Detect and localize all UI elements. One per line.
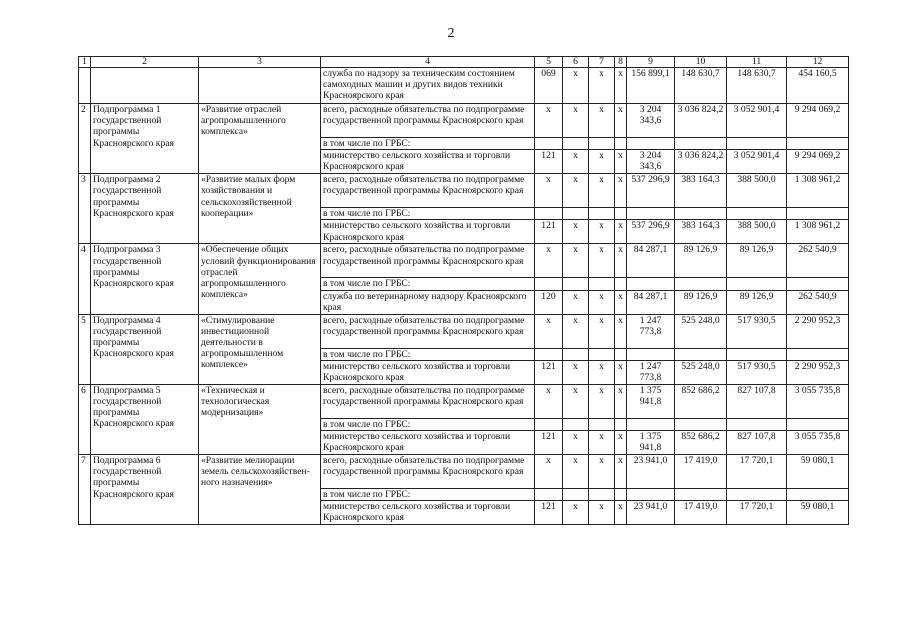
empty-cell — [627, 418, 675, 430]
empty-cell — [615, 348, 627, 360]
row-number-cell: 6 — [79, 384, 91, 454]
empty-cell — [727, 138, 787, 150]
column-header-5: 5 — [535, 57, 563, 68]
value-cell: 9 294 069,2 — [787, 150, 849, 174]
program-cell — [91, 68, 199, 104]
cell: х — [563, 290, 589, 314]
value-cell: 262 540,9 — [787, 244, 849, 278]
empty-cell — [627, 348, 675, 360]
value-cell: 59 080,1 — [787, 501, 849, 525]
value-cell: 1 247 773,8 — [627, 314, 675, 348]
value-cell: 525 248,0 — [675, 314, 727, 348]
program-cell: Подпрограмма 3 государственной программы Красноярского края — [91, 244, 199, 314]
cell: 121 — [535, 431, 563, 455]
empty-cell — [535, 348, 563, 360]
column-header-1: 1 — [79, 57, 91, 68]
empty-cell — [535, 418, 563, 430]
cell: х — [563, 220, 589, 244]
empty-cell — [589, 208, 615, 220]
value-cell: 23 941,0 — [627, 501, 675, 525]
cell: х — [615, 314, 627, 348]
empty-cell — [535, 278, 563, 290]
subprogram-total-row — [79, 104, 849, 138]
value-cell: 3 052 901,4 — [727, 104, 787, 138]
name-cell: «Стимулирование инвестиционной деятельности в агропромышленном комплексе» — [199, 314, 321, 384]
value-cell: 3 036 824,2 — [675, 104, 727, 138]
cell: х — [615, 360, 627, 384]
cell: х — [589, 384, 615, 418]
column-number-row — [79, 57, 849, 68]
name-cell: «Развитие отраслей агропромышленного комплекса» — [199, 104, 321, 174]
cell: 120 — [535, 290, 563, 314]
value-cell: 1 375 941,8 — [627, 431, 675, 455]
value-cell: 17 720,1 — [727, 455, 787, 489]
grbs-label: в том числе по ГРБС: — [321, 418, 535, 430]
grbs-label: в том числе по ГРБС: — [321, 278, 535, 290]
value-cell: 1 247 773,8 — [627, 360, 675, 384]
empty-cell — [615, 418, 627, 430]
total-label: всего, расходные обязательства по подпрограмме государственной программы Красноярского края — [321, 384, 535, 418]
agency-label: служба по надзору за техническим состоянием самоходных машин и других видов техники Красноярского края — [321, 68, 535, 104]
empty-cell — [563, 348, 589, 360]
name-cell: «Развитие малых форм хозяйствования и сельскохозяйственной кооперации» — [199, 174, 321, 244]
cell: х — [615, 68, 627, 104]
value-cell: 23 941,0 — [627, 455, 675, 489]
value-cell: 2 290 952,3 — [787, 360, 849, 384]
empty-cell — [563, 208, 589, 220]
page-number: 2 — [447, 26, 455, 41]
empty-cell — [615, 138, 627, 150]
value-2019: 156 899,1 — [627, 68, 675, 104]
empty-cell — [535, 138, 563, 150]
empty-cell — [675, 489, 727, 501]
row-number-cell: 2 — [79, 104, 91, 174]
value-cell: 3 204 343,6 — [627, 150, 675, 174]
value-cell: 383 164,3 — [675, 174, 727, 208]
cell: х — [535, 384, 563, 418]
empty-cell — [727, 278, 787, 290]
value-cell: 17 720,1 — [727, 501, 787, 525]
cell: х — [615, 220, 627, 244]
total-label: всего, расходные обязательства по подпрограмме государственной программы Красноярского края — [321, 455, 535, 489]
name-cell: «Развитие мелиорации земель сельскохозяйствен-ного назначения» — [199, 455, 321, 525]
empty-cell — [627, 489, 675, 501]
empty-cell — [535, 489, 563, 501]
agency-label: служба по ветеринарному надзору Красноярского края — [321, 290, 535, 314]
value-cell: 3 055 735,8 — [787, 431, 849, 455]
cell: х — [563, 501, 589, 525]
value-2020: 148 630,7 — [675, 68, 727, 104]
empty-cell — [589, 348, 615, 360]
empty-cell — [589, 278, 615, 290]
column-header-3: 3 — [199, 57, 321, 68]
empty-cell — [627, 278, 675, 290]
empty-cell — [563, 138, 589, 150]
code-cell: 069 — [535, 68, 563, 104]
value-cell: 537 296,9 — [627, 174, 675, 208]
row-number-cell: 4 — [79, 244, 91, 314]
program-cell: Подпрограмма 1 государственной программы Красноярского края — [91, 104, 199, 174]
cell: х — [589, 244, 615, 278]
program-cell: Подпрограмма 4 государственной программы Красноярского края — [91, 314, 199, 384]
value-cell: 1 308 961,2 — [787, 220, 849, 244]
cell: х — [589, 360, 615, 384]
grbs-label: в том числе по ГРБС: — [321, 138, 535, 150]
cell: х — [615, 431, 627, 455]
value-cell: 3 036 824,2 — [675, 150, 727, 174]
value-cell: 262 540,9 — [787, 290, 849, 314]
cell: х — [615, 174, 627, 208]
cell: х — [563, 314, 589, 348]
value-cell: 84 287,1 — [627, 244, 675, 278]
value-cell: 59 080,1 — [787, 455, 849, 489]
value-cell: 3 055 735,8 — [787, 384, 849, 418]
cell: х — [589, 501, 615, 525]
agency-label: министерство сельского хозяйства и торговли Красноярского края — [321, 501, 535, 525]
empty-cell — [787, 208, 849, 220]
cell: х — [535, 455, 563, 489]
value-cell: 89 126,9 — [727, 244, 787, 278]
value-cell: 517 930,5 — [727, 360, 787, 384]
value-cell: 517 930,5 — [727, 314, 787, 348]
cell: х — [615, 384, 627, 418]
empty-cell — [615, 208, 627, 220]
cell: х — [615, 244, 627, 278]
column-header-11: 11 — [727, 57, 787, 68]
value-cell: 383 164,3 — [675, 220, 727, 244]
cell: 121 — [535, 360, 563, 384]
cell: х — [563, 104, 589, 138]
subprogram-total-row — [79, 244, 849, 278]
cell: х — [589, 220, 615, 244]
agency-label: министерство сельского хозяйства и торговли Красноярского края — [321, 220, 535, 244]
empty-cell — [675, 278, 727, 290]
cell: х — [589, 431, 615, 455]
cell: х — [535, 104, 563, 138]
cell: х — [615, 501, 627, 525]
subprogram-total-row — [79, 455, 849, 489]
cell: х — [589, 455, 615, 489]
cell: х — [615, 290, 627, 314]
grbs-label: в том числе по ГРБС: — [321, 348, 535, 360]
value-cell: 827 107,8 — [727, 431, 787, 455]
cell: х — [563, 68, 589, 104]
cell: 121 — [535, 150, 563, 174]
cell: 121 — [535, 501, 563, 525]
value-2021: 148 630,7 — [727, 68, 787, 104]
cell: х — [615, 455, 627, 489]
cell: х — [589, 314, 615, 348]
program-cell: Подпрограмма 5 государственной программы Красноярского края — [91, 384, 199, 454]
total-label: всего, расходные обязательства по подпрограмме государственной программы Красноярского края — [321, 174, 535, 208]
value-cell: 89 126,9 — [727, 290, 787, 314]
empty-cell — [675, 138, 727, 150]
row-number-cell: 7 — [79, 455, 91, 525]
value-cell: 89 126,9 — [675, 290, 727, 314]
cell: х — [535, 314, 563, 348]
value-cell: 17 419,0 — [675, 455, 727, 489]
empty-cell — [589, 489, 615, 501]
grbs-label: в том числе по ГРБС: — [321, 489, 535, 501]
empty-cell — [627, 138, 675, 150]
cell: х — [563, 244, 589, 278]
value-cell: 84 287,1 — [627, 290, 675, 314]
empty-cell — [727, 348, 787, 360]
empty-cell — [787, 418, 849, 430]
empty-cell — [675, 348, 727, 360]
value-cell: 3 052 901,4 — [727, 150, 787, 174]
value-cell: 2 290 952,3 — [787, 314, 849, 348]
empty-cell — [535, 208, 563, 220]
cell: х — [563, 174, 589, 208]
value-cell: 9 294 069,2 — [787, 104, 849, 138]
program-cell: Подпрограмма 2 государственной программы Красноярского края — [91, 174, 199, 244]
empty-cell — [675, 418, 727, 430]
empty-cell — [787, 278, 849, 290]
empty-cell — [627, 208, 675, 220]
total-label: всего, расходные обязательства по подпрограмме государственной программы Красноярского края — [321, 244, 535, 278]
agency-label: министерство сельского хозяйства и торговли Красноярского края — [321, 150, 535, 174]
column-header-8: 8 — [615, 57, 627, 68]
value-cell: 852 686,2 — [675, 384, 727, 418]
empty-cell — [787, 489, 849, 501]
empty-cell — [563, 489, 589, 501]
program-cell: Подпрограмма 6 государственной программы Красноярского края — [91, 455, 199, 525]
empty-cell — [589, 418, 615, 430]
empty-cell — [615, 489, 627, 501]
total-label: всего, расходные обязательства по подпрограмме государственной программы Красноярского края — [321, 314, 535, 348]
column-header-10: 10 — [675, 57, 727, 68]
row-number-cell — [79, 68, 91, 104]
cell: 121 — [535, 220, 563, 244]
cell: х — [563, 455, 589, 489]
value-cell: 852 686,2 — [675, 431, 727, 455]
empty-cell — [615, 278, 627, 290]
column-header-6: 6 — [563, 57, 589, 68]
cell: х — [535, 244, 563, 278]
cell: х — [535, 174, 563, 208]
cell: х — [563, 150, 589, 174]
cell: х — [589, 174, 615, 208]
subprogram-total-row — [79, 314, 849, 348]
name-cell: «Обеспечение общих условий функционирования отраслей агропромышленного комплекса» — [199, 244, 321, 314]
row-number-cell: 3 — [79, 174, 91, 244]
cell: х — [563, 431, 589, 455]
row-number-cell: 5 — [79, 314, 91, 384]
budget-table — [78, 56, 849, 525]
empty-cell — [727, 418, 787, 430]
cell: х — [563, 384, 589, 418]
cell: х — [615, 104, 627, 138]
empty-cell — [589, 138, 615, 150]
value-cell: 388 500,0 — [727, 220, 787, 244]
cell: х — [589, 104, 615, 138]
value-cell: 3 204 343,6 — [627, 104, 675, 138]
value-cell: 827 107,8 — [727, 384, 787, 418]
total-label: всего, расходные обязательства по подпрограмме государственной программы Красноярского края — [321, 104, 535, 138]
agency-label: министерство сельского хозяйства и торговли Красноярского края — [321, 431, 535, 455]
cell: х — [563, 360, 589, 384]
empty-cell — [727, 489, 787, 501]
empty-cell — [675, 208, 727, 220]
subprogram-total-row — [79, 174, 849, 208]
name-cell: «Техническая и технологическая модернизация» — [199, 384, 321, 454]
value-cell: 1 375 941,8 — [627, 384, 675, 418]
empty-cell — [563, 278, 589, 290]
column-header-12: 12 — [787, 57, 849, 68]
column-header-4: 4 — [321, 57, 535, 68]
name-cell — [199, 68, 321, 104]
cell: х — [589, 68, 615, 104]
cell: х — [589, 150, 615, 174]
column-header-2: 2 — [91, 57, 199, 68]
grbs-label: в том числе по ГРБС: — [321, 208, 535, 220]
column-header-7: 7 — [589, 57, 615, 68]
value-cell: 537 296,9 — [627, 220, 675, 244]
value-cell: 1 308 961,2 — [787, 174, 849, 208]
agency-label: министерство сельского хозяйства и торговли Красноярского края — [321, 360, 535, 384]
value-total: 454 160,5 — [787, 68, 849, 104]
empty-cell — [563, 418, 589, 430]
cell: х — [615, 150, 627, 174]
cell: х — [589, 290, 615, 314]
subprogram-total-row — [79, 384, 849, 418]
value-cell: 17 419,0 — [675, 501, 727, 525]
empty-cell — [787, 138, 849, 150]
value-cell: 89 126,9 — [675, 244, 727, 278]
empty-cell — [727, 208, 787, 220]
empty-cell — [787, 348, 849, 360]
column-header-9: 9 — [627, 57, 675, 68]
value-cell: 525 248,0 — [675, 360, 727, 384]
continuation-row — [79, 68, 849, 104]
value-cell: 388 500,0 — [727, 174, 787, 208]
